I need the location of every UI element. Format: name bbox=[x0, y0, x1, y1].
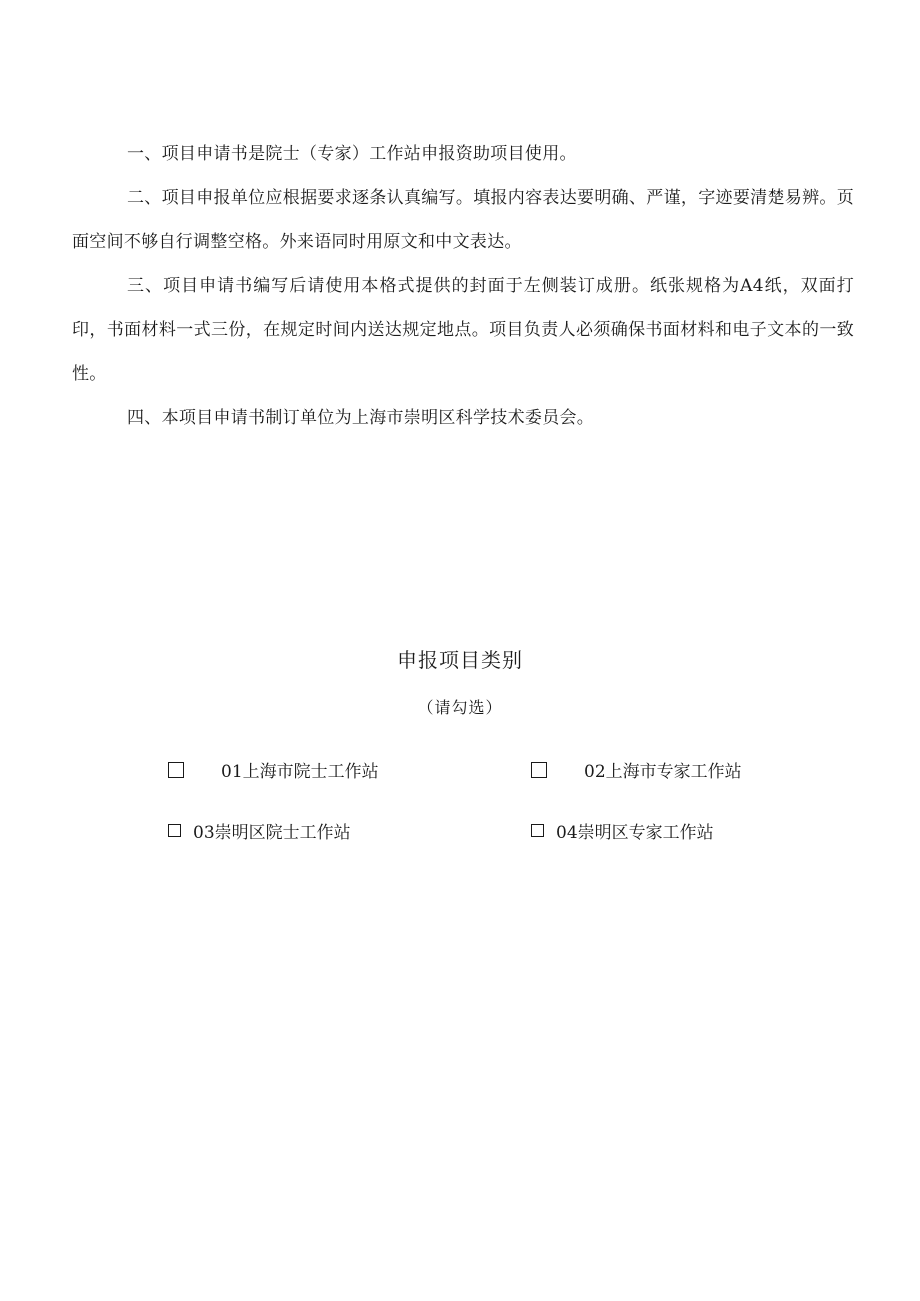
category-option-label: 03崇明区院士工作站 bbox=[193, 823, 351, 843]
checkbox-icon[interactable] bbox=[168, 824, 181, 837]
instruction-item-1: 一、项目申请书是院士（专家）工作站申报资助项目使用。 bbox=[127, 144, 577, 164]
checkbox-icon[interactable] bbox=[531, 762, 547, 778]
category-subtitle: （请勾选） bbox=[417, 698, 503, 717]
checkbox-icon[interactable] bbox=[168, 762, 184, 778]
category-option-02[interactable] bbox=[531, 757, 742, 782]
category-option-01[interactable] bbox=[168, 757, 379, 782]
instructions-block bbox=[72, 132, 854, 440]
instruction-item-4: 四、本项目申请书制订单位为上海市崇明区科学技术委员会。 bbox=[127, 408, 595, 428]
category-option-label: 02上海市专家工作站 bbox=[584, 762, 742, 782]
category-option-03[interactable] bbox=[168, 818, 351, 843]
category-title: 申报项目类别 bbox=[397, 648, 523, 672]
category-option-label: 04崇明区专家工作站 bbox=[556, 823, 714, 843]
checkbox-icon[interactable] bbox=[531, 824, 544, 837]
category-option-label: 01上海市院士工作站 bbox=[221, 762, 379, 782]
instruction-item-3: 三、项目申请书编写后请使用本格式提供的封面于左侧装订成册。纸张规格为A4纸，双面打印，书面材料一式三份，在规定时间内送达规定地点。项目负责人必须确保书面材料和电子文本的一致性。 bbox=[72, 276, 854, 384]
instruction-item-2: 二、项目申报单位应根据要求逐条认真编写。填报内容表达要明确、严谨，字迹要清楚易辨。页面空间不够自行调整空格。外来语同时用原文和中文表达。 bbox=[72, 188, 854, 252]
category-option-04[interactable] bbox=[531, 818, 714, 843]
